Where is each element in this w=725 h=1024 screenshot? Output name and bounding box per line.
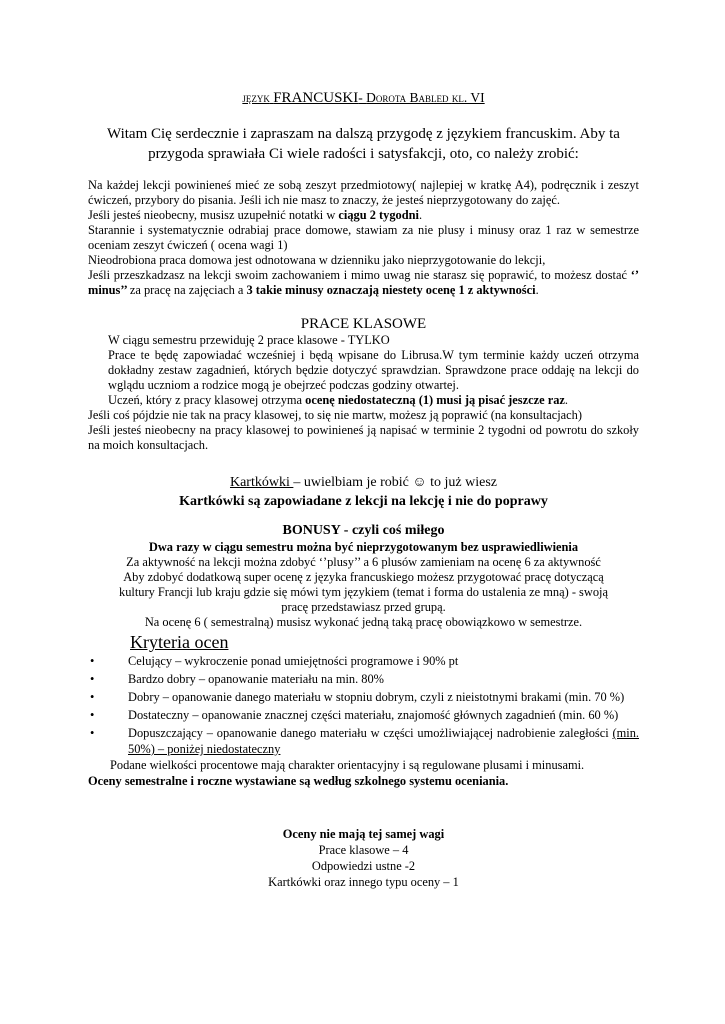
criteria-grading-note: Oceny semestralne i roczne wystawiane są według szkolnego systemu oceniania.	[88, 774, 509, 788]
weight-quizzes: Kartkówki oraz innego typu oceny – 1	[268, 875, 459, 889]
title-lead: język	[242, 90, 270, 105]
wagi-heading: Oceny nie mają tej samej wagi	[282, 827, 445, 841]
criterion-item: • Celujący – wykroczenie ponad umiejętności programowe i 90% pt	[88, 653, 639, 669]
criterion-item: • Dostateczny – opanowanie znacznej części materiału, znajomość głównych zagadnień (min. 60 %)	[88, 707, 639, 723]
prace-correction: Jeśli coś pójdzie nie tak na pracy klasowej, to się nie martw, możesz ją poprawić (na konsultacjach)	[88, 408, 582, 422]
criterion-item: • Dobry – opanowanie danego materiału w stopniu dobrym, czyli z nieistotnymi brakami (min. 70 %)	[88, 689, 639, 705]
criteria-note: Podane wielkości procentowe mają charakter orientacyjny i są regulowane plusami i minusami.	[110, 758, 585, 772]
bonus-semester: Na ocenę 6 ( semestralną) musisz wykonać jedną taką pracę obowiązkowo w semestrze.	[144, 615, 583, 629]
prace-retake: Uczeń, który z pracy klasowej otrzyma ocenę niedostateczną (1) musi ją pisać jeszcze raz.	[108, 393, 569, 407]
prace-announce: Prace te będę zapowiadać wcześniej i będą wpisane do Librusa.W tym terminie każdy uczeń otrzyma dokładny zestaw zagadnień, których będzie dotyczyć sprawdzian. Sprawdzone prace oddaję na lekcji do wglądu uczniom a rodzice mogą je obejrzeć podczas godziny otwartej.	[108, 348, 639, 392]
title-teacher: Dorota Babled	[366, 90, 449, 105]
document-title	[88, 90, 639, 106]
intro-text: Witam Cię serdecznie i zapraszam na dalszą przygodę z językiem francuskim. Aby ta przygoda sprawiała Ci wiele radości i satysfakcji, oto, co należy zrobić:	[107, 126, 620, 162]
rule-missing-homework: Nieodrobiona praca domowa jest odnotowana w dzienniku jako nieprzygotowanie do lekcji,	[88, 253, 546, 267]
rule-notebook: Na każdej lekcji powinieneś mieć ze sobą zeszyt przedmiotowy( najlepiej w kratkę A4), podręcznik i zeszyt ćwiczeń, przybory do pisania. Jeśli ich nie masz to znaczy, że jesteś nieprzygotowany do zajęć.	[88, 178, 639, 207]
rule-homework: Starannie i systematycznie odrabiaj prace domowe, stawiam za nie plusy i minusy oraz 1 raz w semestrze oceniam zeszyt ćwiczeń ( ocena wagi 1)	[88, 223, 639, 252]
title-dash: -	[358, 90, 367, 105]
rule-behavior: Jeśli przeszkadzasz na lekcji swoim zachowaniem i mimo uwag nie starasz się poprawić, to możesz dostać ‘’ minus’’ za pracę na zajęciach a 3 takie minusy oznaczają niestety ocenę 1 z aktywności.	[88, 268, 639, 297]
prace-section	[88, 333, 639, 453]
kartkowki-line: Kartkówki – uwielbiam je robić ☺ to już wiesz	[229, 475, 498, 490]
rule-absence: Jeśli jesteś nieobecny, musisz uzupełnić notatki w ciągu 2 tygodni.	[88, 208, 423, 222]
kartkowki-rule: Kartkówki są zapowiadane z lekcji na lekcję i nie do poprawy	[179, 494, 548, 509]
bonus-unprepared: Dwa razy w ciągu semestru można być nieprzygotowanym bez usprawiedliwienia	[148, 540, 579, 554]
criterion-item: • Dopuszczający – opanowanie danego materiału w części umożliwiającej nadrobienie zaległości (min. 50%) – poniżej niedostateczny	[88, 725, 639, 757]
weight-tests: Prace klasowe – 4	[318, 843, 409, 857]
rules-section	[88, 178, 639, 298]
bonusy-section	[88, 540, 639, 630]
weight-oral: Odpowiedzi ustne -2	[311, 859, 416, 873]
prace-heading: PRACE KLASOWE	[300, 316, 427, 332]
kryteria-heading: Kryteria ocen	[130, 632, 229, 652]
bonusy-heading: BONUSY - czyli coś miłego	[282, 523, 445, 538]
bonus-activity: Za aktywność na lekcji można zdobyć ‘’plusy’’ a 6 plusów zamieniam na ocenę 6 za aktywność	[126, 555, 601, 569]
prace-count: W ciągu semestru przewiduję 2 prace klasowe - TYLKO	[108, 333, 390, 347]
wagi-section	[88, 826, 639, 890]
kartkowki-section	[88, 473, 639, 511]
prace-absence: Jeśli jesteś nieobecny na pracy klasowej to powinieneś ją napisać w terminie 2 tygodni od powrotu do szkoły na moich konsultacjach.	[88, 423, 639, 452]
kryteria-section	[88, 653, 639, 789]
bonus-project: Aby zdobyć dodatkową super ocenę z języka francuskiego możesz przygotować pracę dotyczącą kultury Francji lub kraju gdzie się mówi tym językiem (temat i forma do ustalenia ze mną) - swoją pracę przedstawiasz przed grupą.	[119, 570, 608, 614]
criterion-item: • Bardzo dobry – opanowanie materiału na min. 80%	[88, 671, 639, 687]
title-subject: FRANCUSKI	[273, 90, 359, 106]
title-class: kl. VI	[451, 90, 485, 105]
